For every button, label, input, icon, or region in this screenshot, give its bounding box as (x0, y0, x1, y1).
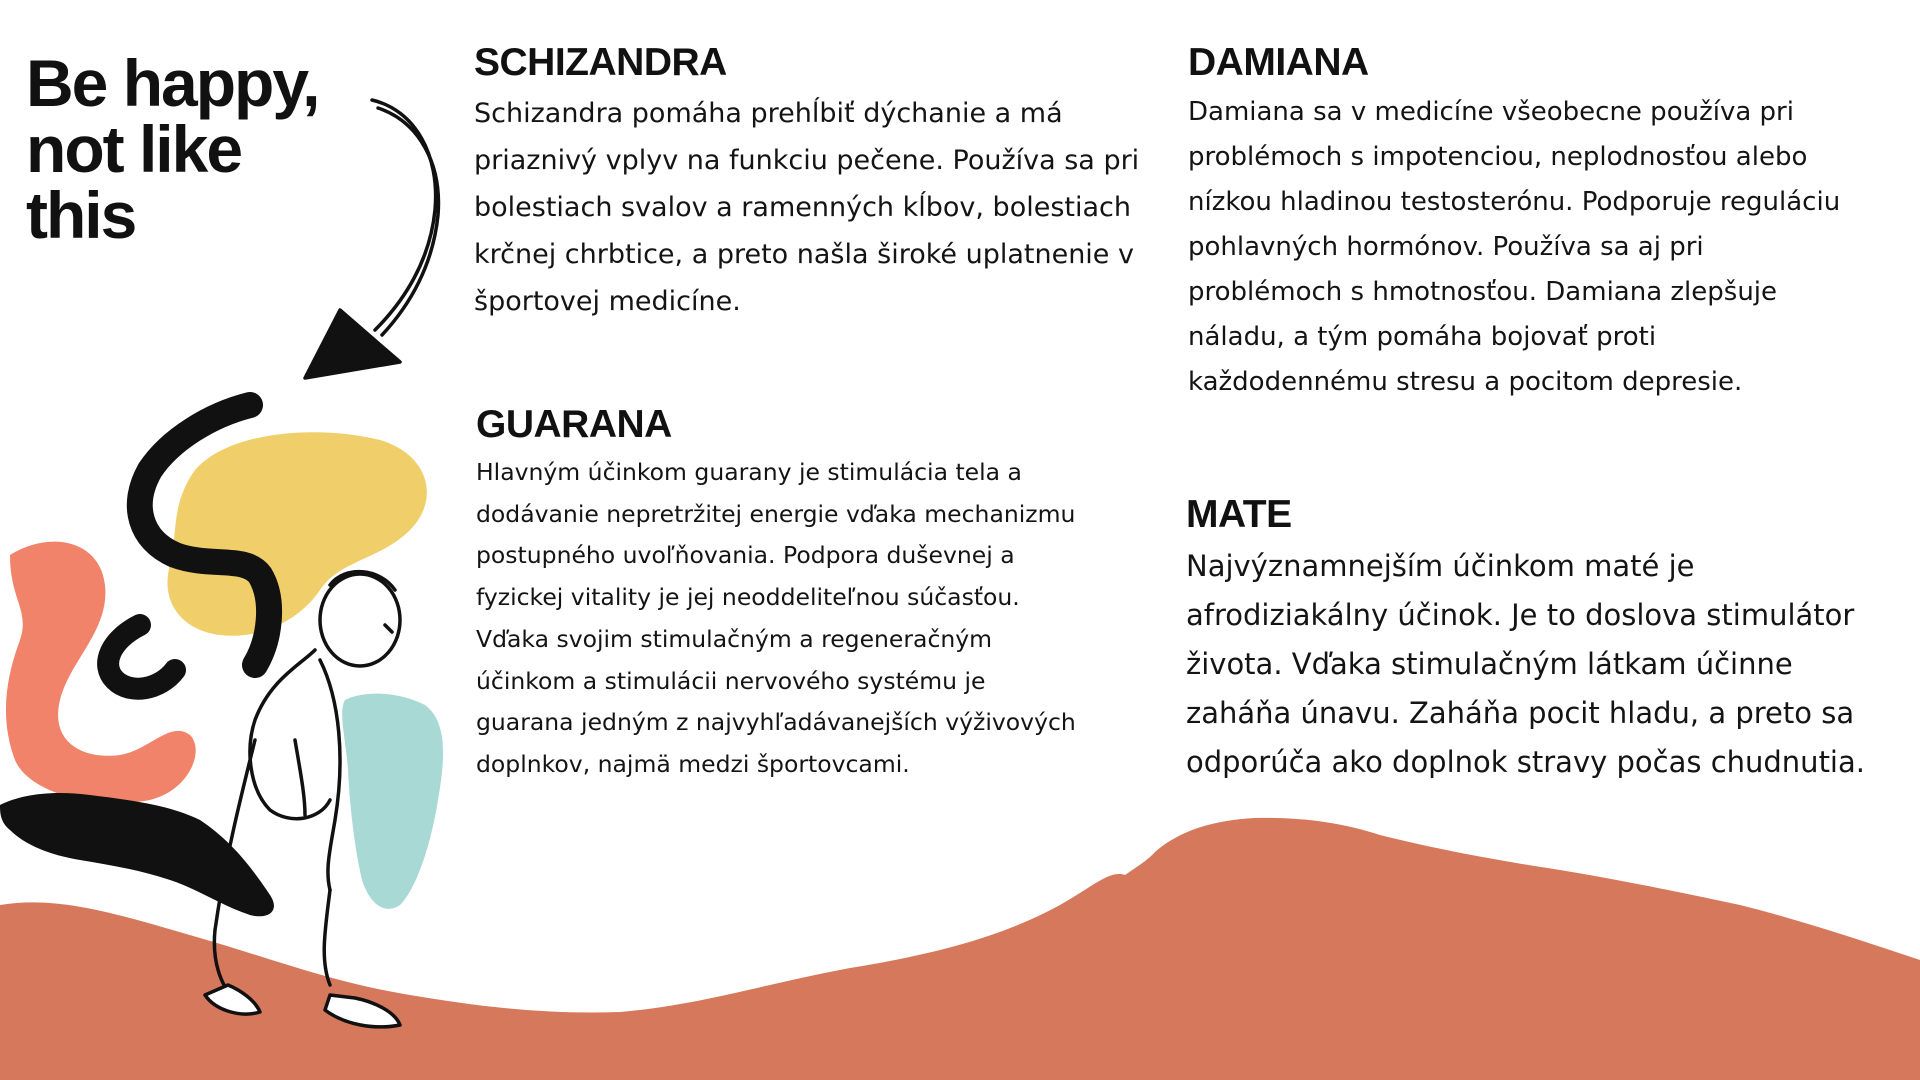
headline-line-3: this (26, 178, 136, 252)
terracotta-hills (0, 818, 1920, 1080)
guarana-section (476, 402, 1086, 786)
mate-section (1186, 492, 1886, 787)
mate-title: MATE (1186, 493, 1292, 536)
black-swirl-middle (108, 625, 175, 689)
headline (26, 46, 386, 252)
schizandra-body: Schizandra pomáha prehĺbiť dýchanie a má priaznivý vplyv na funkciu pečene. Používa sa pri bolestiach svalov a ramenných kĺbov, bolestiach krčnej chrbtice, a preto našla široké uplatnenie v športovej medicíne. (474, 98, 1140, 317)
headline-line-1: Be happy, (26, 46, 319, 120)
damiana-title: DAMIANA (1188, 41, 1369, 84)
guarana-title: GUARANA (476, 403, 672, 446)
damiana-section (1188, 40, 1848, 405)
guarana-body: Hlavným účinkom guarany je stimulácia tela a dodávanie nepretržitej energie vďaka mechanizmu postupného uvoľňovania. Podpora duševnej a fyzickej vitality je jej neoddeliteľnou súčasťou. Vďaka svojim stimulačným a regeneračným účinkom a stimulácii nervového systému je guarana jedným z najvyhľadávanejších výživových doplnkov, najmä medzi športovcami. (476, 458, 1076, 778)
schizandra-section (474, 40, 1164, 325)
mate-body: Najvýznamnejším účinkom maté je afrodiziakálny účinok. Je to doslova stimulátor života. Vďaka stimulačným látkam účinne zaháňa únavu. Zaháňa pocit hladu, a preto sa odporúča ako doplnok stravy počas chudnutia. (1186, 549, 1865, 779)
headline-line-2: not like (26, 112, 242, 186)
mint-swirl (342, 694, 443, 909)
damiana-body: Damiana sa v medicíne všeobecne používa pri problémoch s impotenciou, neplodnosťou alebo nízkou hladinou testosterónu. Podporuje reguláciu pohlavných hormónov. Používa sa aj pri problémoch s hmotnosťou. Damiana zlepšuje náladu, a tým pomáha bojovať proti každodennému stresu a pocitom depresie. (1188, 97, 1841, 397)
black-swirl-lower (0, 793, 274, 916)
schizandra-title: SCHIZANDRA (474, 41, 727, 84)
